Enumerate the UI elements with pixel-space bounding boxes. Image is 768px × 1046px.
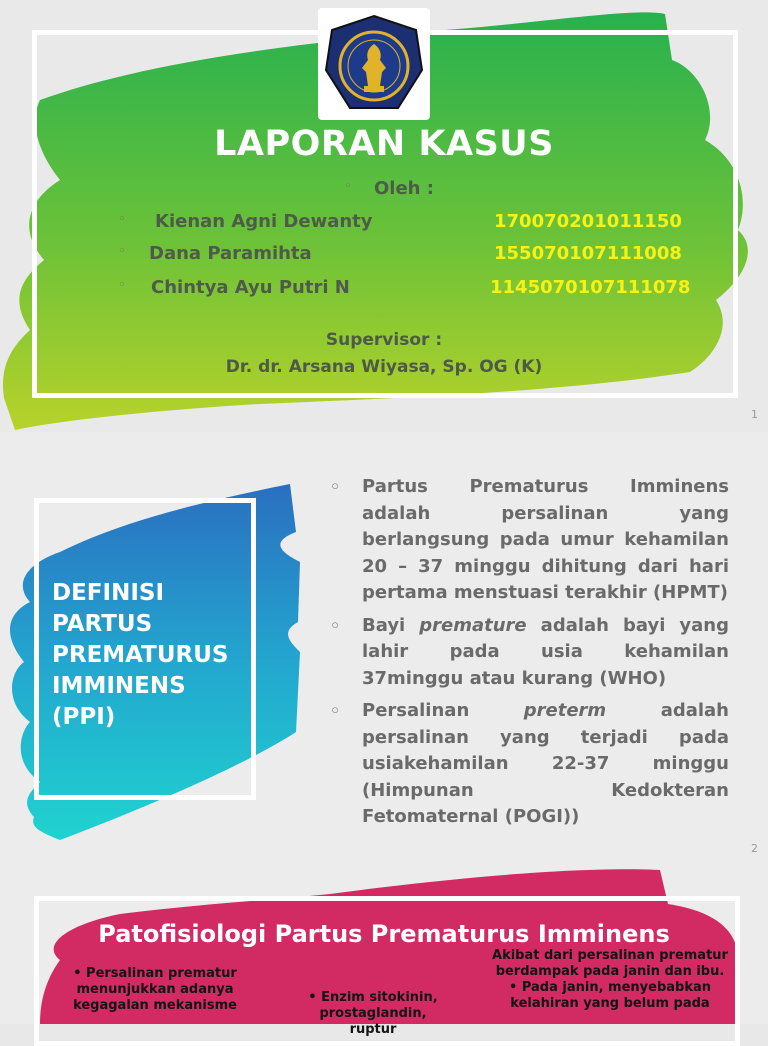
bullet-dot: ◦ [344, 179, 352, 194]
bullet-dot: ◦ [118, 244, 126, 259]
bullet-item: ◦ Partus Prematurus Imminens adalah persalinan yang berlangsung pada umur kehamilan 20 – 37 minggu dihitung dari hari pertama menstuasi terakhir (HPMT) [362, 474, 729, 607]
slide-1 [0, 0, 768, 432]
author-name: Chintya Ayu Putri N [151, 277, 350, 298]
column-text: • Enzim sitokinin, prostaglandin, ruptur [308, 990, 438, 1037]
title-line: PARTUS [52, 611, 153, 637]
title-line: (PPI) [52, 704, 116, 730]
author-label: Oleh : [374, 178, 434, 199]
logo-container [318, 8, 430, 120]
bullet-item: ◦ Persalinan preterm adalah persalinan yang terjadi pada usiakehamilan 22-37 minggu (Himpunan Kedokteran Fetomaternal (POGI)) [362, 698, 729, 831]
slide-2 [0, 432, 768, 864]
slide-3 [0, 864, 768, 1037]
university-logo [318, 8, 430, 120]
column-text: • Persalinan prematur menunjukkan adanya kegagalan mekanisme [73, 966, 237, 1013]
author-nim: 170070201011150 [494, 211, 682, 232]
definition-title [52, 578, 229, 733]
author-name: Kienan Agni Dewanty [155, 211, 373, 232]
definition-bullets [362, 474, 729, 837]
supervisor-label: Supervisor : [325, 330, 443, 350]
report-title: LAPORAN KASUS [214, 124, 554, 164]
page-number: 1 [751, 408, 758, 421]
title-line: IMMINENS [52, 673, 186, 699]
bullet-dot: ◦ [118, 278, 126, 293]
page-number: 2 [751, 842, 758, 855]
author-nim: 1145070107111078 [490, 277, 691, 298]
column-text: Akibat dari persalinan prematur berdampak pada janin dan ibu. • Pada janin, menyebabkan kelahiran yang belum pada [492, 948, 728, 1011]
title-line: PREMATURUS [52, 642, 229, 668]
bullet-dot: ◦ [118, 212, 126, 227]
bullet-item: ◦ Bayi premature adalah bayi yang lahir pada usia kehamilan 37minggu atau kurang (WHO) [362, 613, 729, 693]
patophysiology-title: Patofisiologi Partus Prematurus Imminens [98, 920, 670, 948]
author-nim: 155070107111008 [494, 243, 682, 264]
supervisor-name: Dr. dr. Arsana Wiyasa, Sp. OG (K) [225, 357, 543, 377]
title-line: DEFINISI [52, 580, 165, 606]
author-name: Dana Paramihta [149, 243, 312, 264]
